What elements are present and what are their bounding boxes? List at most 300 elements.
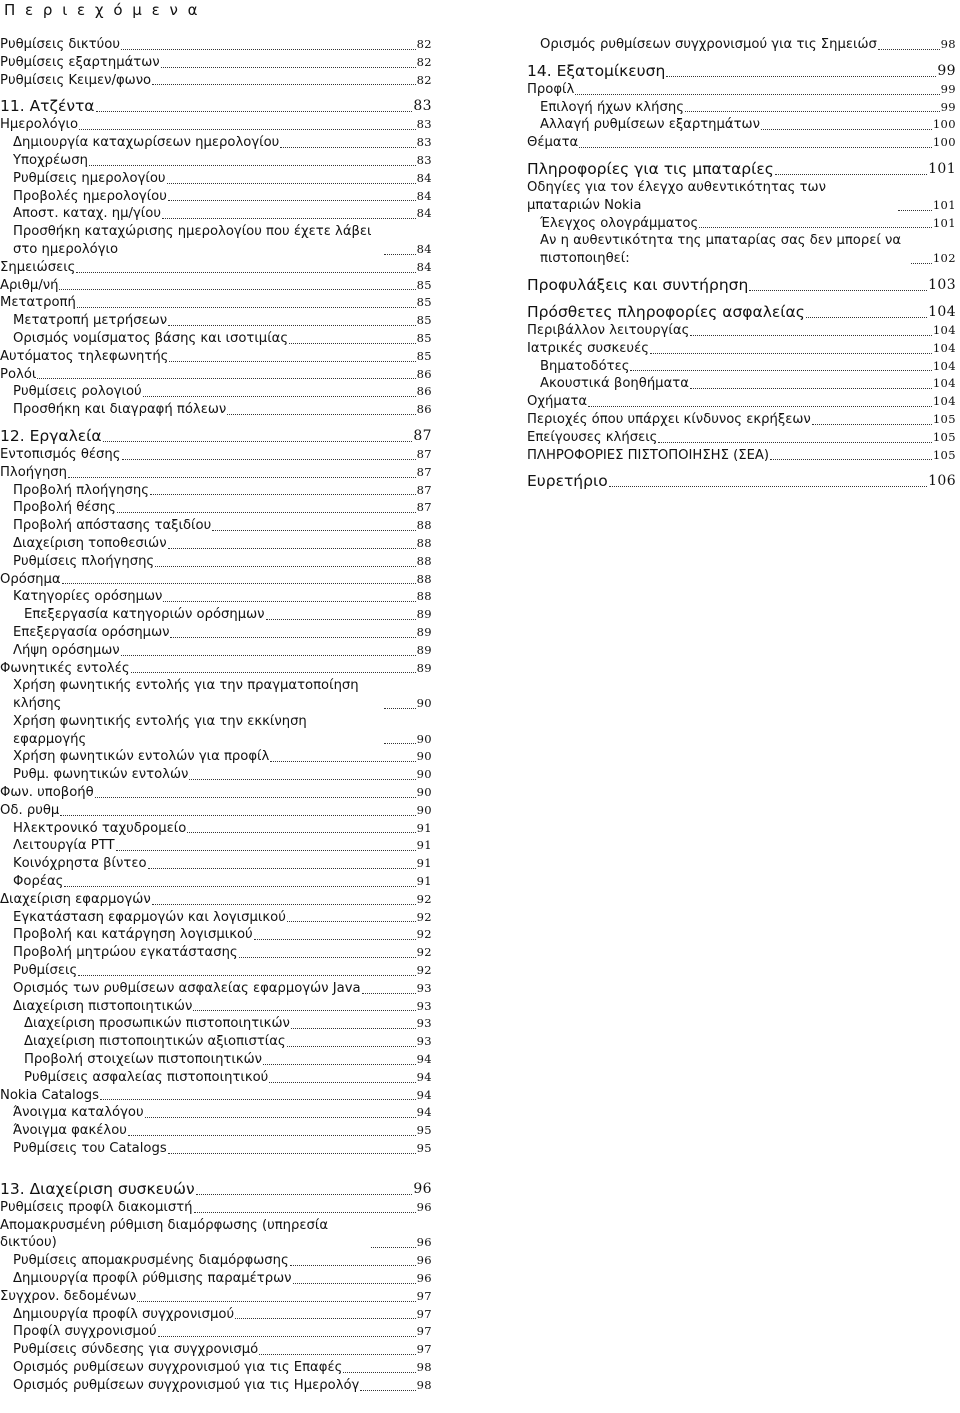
toc-entry[interactable] xyxy=(0,1033,432,1051)
dot-leader xyxy=(384,708,416,709)
dot-leader xyxy=(189,779,415,780)
toc-entry-label: Διαχείριση εφαρμογών xyxy=(0,891,151,907)
dot-leader xyxy=(100,1099,416,1100)
toc-entry[interactable] xyxy=(0,54,432,72)
dot-leader xyxy=(143,396,416,397)
toc-page-number: 97 xyxy=(416,1342,432,1357)
toc-page-number: 84 xyxy=(416,188,432,203)
toc-entry-label: 13. Διαχείριση συσκευών xyxy=(0,1179,195,1198)
toc-page-number: 104 xyxy=(932,340,956,355)
dot-leader xyxy=(212,530,415,531)
toc-page-number: 85 xyxy=(416,277,432,292)
toc-entry[interactable] xyxy=(0,1069,432,1087)
toc-page-number: 91 xyxy=(416,838,432,853)
toc-entry-label: Φορέας xyxy=(13,874,64,890)
toc-entry-label: 14. Εξατομίκευση xyxy=(527,61,666,80)
dot-leader xyxy=(168,200,416,201)
dot-leader xyxy=(62,583,416,584)
toc-entry-label: Προφίλ xyxy=(527,81,575,97)
toc-entry[interactable] xyxy=(527,447,956,465)
dot-leader xyxy=(690,335,932,336)
toc-entry-label: Πληροφορίες για τις μπαταρίες xyxy=(527,159,774,178)
toc-entry[interactable] xyxy=(0,223,432,259)
toc-entry-label: Λήψη ορόσημων xyxy=(13,642,120,658)
dot-leader xyxy=(116,850,416,851)
toc-entry[interactable] xyxy=(0,802,432,820)
toc-entry[interactable] xyxy=(0,891,432,909)
dot-leader xyxy=(293,1283,416,1284)
dot-leader xyxy=(169,361,415,362)
dot-leader xyxy=(131,672,416,673)
toc-entry[interactable] xyxy=(0,36,432,54)
toc-page-number: 83 xyxy=(413,98,432,115)
toc-entry[interactable] xyxy=(527,36,956,54)
toc-page-number: 101 xyxy=(932,215,956,230)
toc-entry-label: Ρυθμ. φωνητικών εντολών xyxy=(13,767,189,783)
toc-page-number: 99 xyxy=(940,81,956,96)
toc-entry[interactable] xyxy=(0,446,432,464)
toc-entry-label: Φωνητικές εντολές xyxy=(0,660,130,676)
toc-entry-label: Χρήση φωνητικών εντολών για προφίλ xyxy=(13,749,270,765)
toc-page-number: 90 xyxy=(416,696,432,711)
dot-leader xyxy=(666,76,936,77)
toc-page-number: 88 xyxy=(416,553,432,568)
dot-leader xyxy=(121,49,416,50)
toc-page-number: 100 xyxy=(932,135,956,150)
toc-entry[interactable] xyxy=(527,99,956,117)
toc-entry[interactable] xyxy=(0,926,432,944)
dot-leader xyxy=(148,868,416,869)
toc-entry[interactable] xyxy=(0,1359,432,1377)
toc-chapter-entry[interactable] xyxy=(0,427,432,446)
toc-entry-label: 12. Εργαλεία xyxy=(0,426,102,445)
dot-leader xyxy=(371,1247,416,1248)
dot-leader xyxy=(770,459,932,460)
toc-entry[interactable] xyxy=(0,962,432,980)
dot-leader xyxy=(289,343,415,344)
toc-entry[interactable] xyxy=(527,340,956,358)
toc-entry[interactable] xyxy=(0,152,432,170)
toc-entry[interactable] xyxy=(0,330,432,348)
dot-leader xyxy=(60,815,415,816)
toc-page-number: 93 xyxy=(416,998,432,1013)
dot-leader xyxy=(360,1390,415,1391)
dot-leader xyxy=(78,975,415,976)
toc-entry-label: Ρυθμίσεις εξαρτημάτων xyxy=(0,54,160,70)
toc-entry[interactable] xyxy=(0,1051,432,1069)
toc-entry-label: Ρολόι xyxy=(0,366,37,382)
toc-entry-label: Προβολή στοιχείων πιστοποιητικών xyxy=(24,1052,263,1068)
toc-page-number: 101 xyxy=(928,160,956,177)
toc-entry[interactable] xyxy=(0,517,432,535)
toc-entry[interactable] xyxy=(0,909,432,927)
dot-leader xyxy=(749,290,927,291)
toc-entry[interactable] xyxy=(0,855,432,873)
dot-leader xyxy=(167,183,416,184)
toc-entry[interactable] xyxy=(0,837,432,855)
toc-page-number: 89 xyxy=(416,660,432,675)
toc-entry[interactable] xyxy=(527,215,956,233)
toc-entry[interactable] xyxy=(0,1199,432,1217)
toc-right-column xyxy=(527,36,956,491)
toc-entry[interactable] xyxy=(0,1288,432,1306)
toc-entry[interactable] xyxy=(0,553,432,571)
toc-entry-label: Ρυθμίσεις Κειμεν/φωνο xyxy=(0,72,152,88)
dot-leader xyxy=(575,94,939,95)
toc-entry-label: Δημιουργία προφίλ ρύθμισης παραμέτρων xyxy=(13,1271,292,1286)
toc-entry[interactable] xyxy=(0,1270,432,1288)
toc-entry[interactable] xyxy=(527,134,956,152)
toc-entry-label: Προβολή πλοήγησης xyxy=(13,482,149,498)
page-header: Π ε ρ ι ε χ ό μ ε ν α xyxy=(4,1,201,19)
toc-page-number: 92 xyxy=(416,963,432,978)
toc-entry-label: Κοινόχρηστα βίντεο xyxy=(13,856,147,872)
toc-entry-label: Βηματοδότες xyxy=(540,358,630,374)
toc-entry-label: Εντοπισμός θέσης xyxy=(0,446,121,462)
dot-leader xyxy=(128,1135,416,1136)
toc-page-number: 101 xyxy=(932,197,956,212)
dot-leader xyxy=(163,601,415,602)
toc-page-number: 88 xyxy=(416,535,432,550)
dot-leader xyxy=(362,993,416,994)
toc-entry-label: Προβολή θέσης xyxy=(13,500,116,516)
toc-entry[interactable] xyxy=(0,944,432,962)
toc-entry-label: Προβολές ημερολογίου xyxy=(13,188,167,204)
toc-page-number: 83 xyxy=(416,135,432,150)
toc-entry[interactable] xyxy=(0,348,432,366)
toc-entry[interactable] xyxy=(0,713,432,749)
dot-leader xyxy=(103,441,413,442)
dot-leader xyxy=(68,477,416,478)
toc-page-number: 94 xyxy=(416,1052,432,1067)
toc-entry-label: Θέματα xyxy=(527,135,579,151)
toc-page-number: 82 xyxy=(416,54,432,69)
toc-entry-label: Δημιουργία προφίλ συγχρονισμού xyxy=(13,1306,235,1322)
toc-entry-label: Αυτόματος τηλεφωνητής xyxy=(0,348,169,364)
toc-page-number: 88 xyxy=(416,518,432,533)
dot-leader xyxy=(911,263,932,264)
toc-page-number: 90 xyxy=(416,767,432,782)
toc-entry[interactable] xyxy=(0,820,432,838)
toc-page-number: 106 xyxy=(928,473,956,490)
toc-entry[interactable] xyxy=(527,179,956,215)
toc-page-number: 96 xyxy=(416,1271,432,1285)
toc-entry[interactable] xyxy=(0,1252,432,1270)
dot-leader xyxy=(269,1082,415,1083)
toc-entry[interactable] xyxy=(0,660,432,678)
toc-page-number: 87 xyxy=(416,446,432,461)
toc-entry-label: Ηλεκτρονικό ταχυδρομείο xyxy=(13,820,187,836)
dot-leader xyxy=(812,424,932,425)
toc-entry[interactable] xyxy=(0,873,432,891)
toc-entry-label: ΠΛΗΡΟΦΟΡΙΕΣ ΠΙΣΤΟΠΟΙΗΣΗΣ (ΣΕΑ) xyxy=(527,447,770,463)
toc-entry-label: Εγκατάσταση εφαρμογών και λογισμικού xyxy=(13,909,286,925)
toc-chapter-entry[interactable] xyxy=(527,276,956,295)
toc-entry-label: Συγχρον. δεδομένων xyxy=(0,1288,137,1304)
dot-leader xyxy=(588,406,932,407)
toc-entry[interactable] xyxy=(0,677,432,713)
dot-leader xyxy=(150,494,416,495)
dot-leader xyxy=(187,832,415,833)
toc-entry[interactable] xyxy=(0,1323,432,1341)
toc-entry[interactable] xyxy=(0,259,432,277)
dot-leader xyxy=(579,147,932,148)
dot-leader xyxy=(170,637,415,638)
toc-page-number: 103 xyxy=(928,276,956,293)
toc-page-number: 102 xyxy=(932,251,956,266)
toc-entry[interactable] xyxy=(527,393,956,411)
toc-entry-label: Πλοήγηση xyxy=(0,464,68,480)
toc-page-number: 93 xyxy=(416,980,432,995)
toc-page-number: 96 xyxy=(416,1253,432,1268)
toc-page-number: 89 xyxy=(416,607,432,622)
toc-entry[interactable] xyxy=(0,1104,432,1122)
toc-page-number: 87 xyxy=(416,482,432,497)
toc-entry-label: Ρυθμίσεις του Catalogs xyxy=(13,1141,167,1157)
toc-entry-label: Ρυθμίσεις απομακρυσμένης διαμόρφωσης xyxy=(13,1253,289,1269)
toc-page-number: 87 xyxy=(413,427,432,444)
toc-entry[interactable] xyxy=(0,1341,432,1359)
toc-entry[interactable] xyxy=(0,748,432,766)
toc-entry[interactable] xyxy=(0,205,432,223)
toc-page-number: 92 xyxy=(416,891,432,906)
toc-entry[interactable] xyxy=(0,624,432,642)
toc-entry[interactable] xyxy=(0,188,432,206)
toc-entry[interactable] xyxy=(0,1122,432,1140)
toc-entry[interactable] xyxy=(0,1306,432,1324)
dot-leader xyxy=(122,459,416,460)
toc-entry-label: Προσθήκη καταχώρισης ημερολογίου που έχετε λάβει στο ημερολόγιο xyxy=(13,224,372,257)
toc-entry-label: Μετατροπή xyxy=(0,295,76,311)
toc-page-number: 99 xyxy=(937,62,956,79)
toc-page-number: 89 xyxy=(416,642,432,657)
dot-leader xyxy=(145,1117,416,1118)
toc-entry[interactable] xyxy=(0,464,432,482)
dot-leader xyxy=(76,272,415,273)
toc-page-number: 90 xyxy=(416,785,432,800)
toc-entry[interactable] xyxy=(0,312,432,330)
toc-entry[interactable] xyxy=(0,1140,432,1158)
toc-page-number: 105 xyxy=(932,429,956,444)
toc-entry-label: Απομακρυσμένη ρύθμιση διαμόρφωσης (υπηρεσία δικτύου) xyxy=(0,1217,329,1251)
toc-entry-label: Προφίλ συγχρονισμού xyxy=(13,1324,157,1340)
toc-page-number: 105 xyxy=(932,411,956,426)
dot-leader xyxy=(239,957,416,958)
toc-entry[interactable] xyxy=(527,358,956,376)
toc-entry-label: Κατηγορίες ορόσημων xyxy=(13,589,163,605)
dot-leader xyxy=(287,921,416,922)
toc-entry-label: Χρήση φωνητικής εντολής για την εκκίνηση εφαρμογής xyxy=(13,713,307,747)
toc-entry-label: Λειτουργία PTT xyxy=(13,838,115,854)
toc-entry[interactable] xyxy=(527,411,956,429)
dot-leader xyxy=(37,378,415,379)
toc-entry-label: Περιοχές όπου υπάρχει κίνδυνος εκρήξεων xyxy=(527,411,811,427)
dot-leader xyxy=(685,111,940,112)
dot-leader xyxy=(690,388,932,389)
toc-page-number: 84 xyxy=(416,241,432,256)
toc-entry[interactable] xyxy=(0,294,432,312)
dot-leader xyxy=(77,307,416,308)
toc-entry[interactable] xyxy=(0,1087,432,1105)
toc-chapter-entry[interactable] xyxy=(527,160,956,179)
toc-entry[interactable] xyxy=(0,401,432,419)
toc-entry[interactable] xyxy=(0,766,432,784)
toc-entry-label: Πρόσθετες πληροφορίες ασφαλείας xyxy=(527,302,805,321)
toc-entry-label: Επιλογή ήχων κλήσης xyxy=(540,99,684,115)
toc-page-number: 87 xyxy=(416,500,432,515)
toc-entry[interactable] xyxy=(0,1015,432,1033)
toc-chapter-entry[interactable] xyxy=(527,62,956,81)
toc-entry[interactable] xyxy=(0,116,432,134)
toc-entry[interactable] xyxy=(0,980,432,998)
toc-entry[interactable] xyxy=(0,588,432,606)
toc-entry-label: Ημερολόγιο xyxy=(0,117,79,133)
dot-leader xyxy=(263,1064,416,1065)
toc-entry-label: Ρυθμίσεις xyxy=(13,963,78,979)
toc-entry-label: Ακουστικά βοηθήματα xyxy=(540,376,689,392)
toc-entry-label: Προβολή απόστασης ταξιδίου xyxy=(13,518,212,534)
toc-entry-label: Ορισμός ρυθμίσεων συγχρονισμού για τις Σημειώσ xyxy=(540,37,877,52)
toc-entry-label: Ρυθμίσεις πλοήγησης xyxy=(13,553,155,569)
toc-entry-label: Αποστ. καταχ. ημ/γίου xyxy=(13,206,161,222)
toc-entry-label: Ορισμός των ρυθμίσεων ασφαλείας εφαρμογών Java xyxy=(13,980,361,996)
toc-page-number: 84 xyxy=(416,259,432,274)
toc-entry-label: Φων. υποβοήθ xyxy=(0,785,94,801)
toc-page-number: 86 xyxy=(416,402,432,417)
toc-page-number: 82 xyxy=(416,72,432,87)
toc-page-number: 85 xyxy=(416,348,432,363)
toc-entry[interactable] xyxy=(0,571,432,589)
dot-leader xyxy=(775,174,927,175)
toc-entry-label: Άνοιγμα φακέλου xyxy=(13,1123,127,1139)
dot-leader xyxy=(266,619,416,620)
toc-entry-label: Προβολή και κατάργηση λογισμικού xyxy=(13,927,253,943)
toc-entry[interactable] xyxy=(0,535,432,553)
dot-leader xyxy=(79,129,415,130)
dot-leader xyxy=(384,254,416,255)
toc-entry[interactable] xyxy=(527,375,956,393)
dot-leader xyxy=(168,548,416,549)
dot-leader xyxy=(384,743,416,744)
toc-entry[interactable] xyxy=(0,383,432,401)
dot-leader xyxy=(193,1010,415,1011)
toc-entry-label: 11. Ατζέντα xyxy=(0,97,95,116)
toc-entry-label: Δημιουργία καταχωρίσεων ημερολογίου xyxy=(13,135,280,151)
toc-page-number: 94 xyxy=(416,1105,432,1120)
toc-entry[interactable] xyxy=(527,232,956,268)
toc-entry[interactable] xyxy=(0,170,432,188)
toc-entry[interactable] xyxy=(0,784,432,802)
dot-leader xyxy=(898,210,932,211)
toc-entry[interactable] xyxy=(527,322,956,340)
dot-leader xyxy=(64,886,415,887)
toc-entry[interactable] xyxy=(0,1377,432,1395)
dot-leader xyxy=(168,325,415,326)
toc-entry[interactable] xyxy=(0,366,432,384)
toc-page-number: 96 xyxy=(416,1199,432,1214)
dot-leader xyxy=(806,317,927,318)
toc-chapter-entry[interactable] xyxy=(0,97,432,116)
toc-entry-label: Χρήση φωνητικής εντολής για την πραγματοποίηση κλήσης xyxy=(13,678,359,712)
toc-entry[interactable] xyxy=(0,606,432,624)
toc-page-number: 104 xyxy=(928,303,956,320)
toc-entry[interactable] xyxy=(527,116,956,134)
toc-entry[interactable] xyxy=(0,642,432,660)
toc-page-number: 86 xyxy=(416,366,432,381)
toc-page-number: 82 xyxy=(416,37,432,51)
toc-entry-label: Διαχείριση πιστοποιητικών xyxy=(13,998,193,1014)
dot-leader xyxy=(194,1212,416,1213)
toc-page-number: 104 xyxy=(932,322,956,337)
toc-page-number: 85 xyxy=(416,295,432,310)
toc-entry[interactable] xyxy=(0,134,432,152)
toc-page-number: 87 xyxy=(416,464,432,479)
dot-leader xyxy=(117,512,416,513)
toc-entry-label: Αν η αυθεντικότητα της μπαταρίας σας δεν μπορεί να πιστοποιηθεί: xyxy=(540,233,902,267)
dot-leader xyxy=(137,1301,415,1302)
toc-entry[interactable] xyxy=(0,499,432,517)
toc-entry-label: Διαχείριση πιστοποιητικών αξιοπιστίας xyxy=(24,1034,286,1050)
toc-entry[interactable] xyxy=(0,482,432,500)
toc-entry-label: Ρυθμίσεις ρολογιού xyxy=(13,384,142,400)
toc-entry-label: Άνοιγμα καταλόγου xyxy=(13,1105,144,1121)
toc-page-number: 104 xyxy=(932,358,956,373)
toc-page-number: 88 xyxy=(416,589,432,604)
toc-entry[interactable] xyxy=(0,1217,432,1253)
dot-leader xyxy=(254,939,416,940)
toc-entry-label: Διαχείριση τοποθεσιών xyxy=(13,535,167,551)
toc-page-number: 90 xyxy=(416,731,432,746)
dot-leader xyxy=(59,289,415,290)
toc-entry-label: Σημειώσεις xyxy=(0,259,76,275)
toc-entry-label: Επεξεργασία κατηγοριών ορόσημων xyxy=(24,607,265,623)
toc-entry-label: Περιβάλλον λειτουργίας xyxy=(527,322,690,338)
toc-entry-label: Διαχείριση προσωπικών πιστοποιητικών xyxy=(24,1016,290,1032)
dot-leader xyxy=(878,49,940,50)
dot-leader xyxy=(161,67,416,68)
dot-leader xyxy=(259,1354,415,1355)
toc-entry-label: Ορισμός νομίσματος βάσης και ισοτιμίας xyxy=(13,330,289,346)
toc-page-number: 91 xyxy=(416,820,432,835)
toc-page-number: 98 xyxy=(940,37,956,51)
toc-chapter-entry[interactable] xyxy=(527,303,956,322)
dot-leader xyxy=(291,1028,416,1029)
toc-entry[interactable] xyxy=(527,429,956,447)
toc-entry-label: Ρυθμίσεις δικτύου xyxy=(0,37,120,52)
toc-left-column xyxy=(0,36,432,1395)
dot-leader xyxy=(609,486,927,487)
toc-entry-label: Επεξεργασία ορόσημων xyxy=(13,624,170,640)
toc-entry[interactable] xyxy=(0,277,432,295)
dot-leader xyxy=(630,370,931,371)
toc-page-number: 98 xyxy=(416,1359,432,1374)
toc-entry[interactable] xyxy=(0,998,432,1016)
toc-chapter-entry[interactable] xyxy=(0,1180,432,1199)
toc-entry-label: Ρυθμίσεις σύνδεσης για συγχρονισμό xyxy=(13,1342,259,1358)
dot-leader xyxy=(270,761,415,762)
toc-entry[interactable] xyxy=(527,81,956,99)
toc-entry-label: Ορισμός ρυθμίσεων συγχρονισμού για τις Επαφές xyxy=(13,1359,343,1375)
dot-leader xyxy=(343,1372,415,1373)
toc-page-number: 95 xyxy=(416,1123,432,1138)
toc-entry-label: Έλεγχος ολογράμματος xyxy=(540,215,699,231)
toc-page-number: 84 xyxy=(416,170,432,185)
toc-entry[interactable] xyxy=(0,72,432,90)
toc-entry-label: Οδ. ρυθμ xyxy=(0,802,60,818)
toc-entry-label: Nokia Catalogs xyxy=(0,1087,100,1103)
dot-leader xyxy=(235,1318,415,1319)
toc-chapter-entry[interactable] xyxy=(527,472,956,491)
